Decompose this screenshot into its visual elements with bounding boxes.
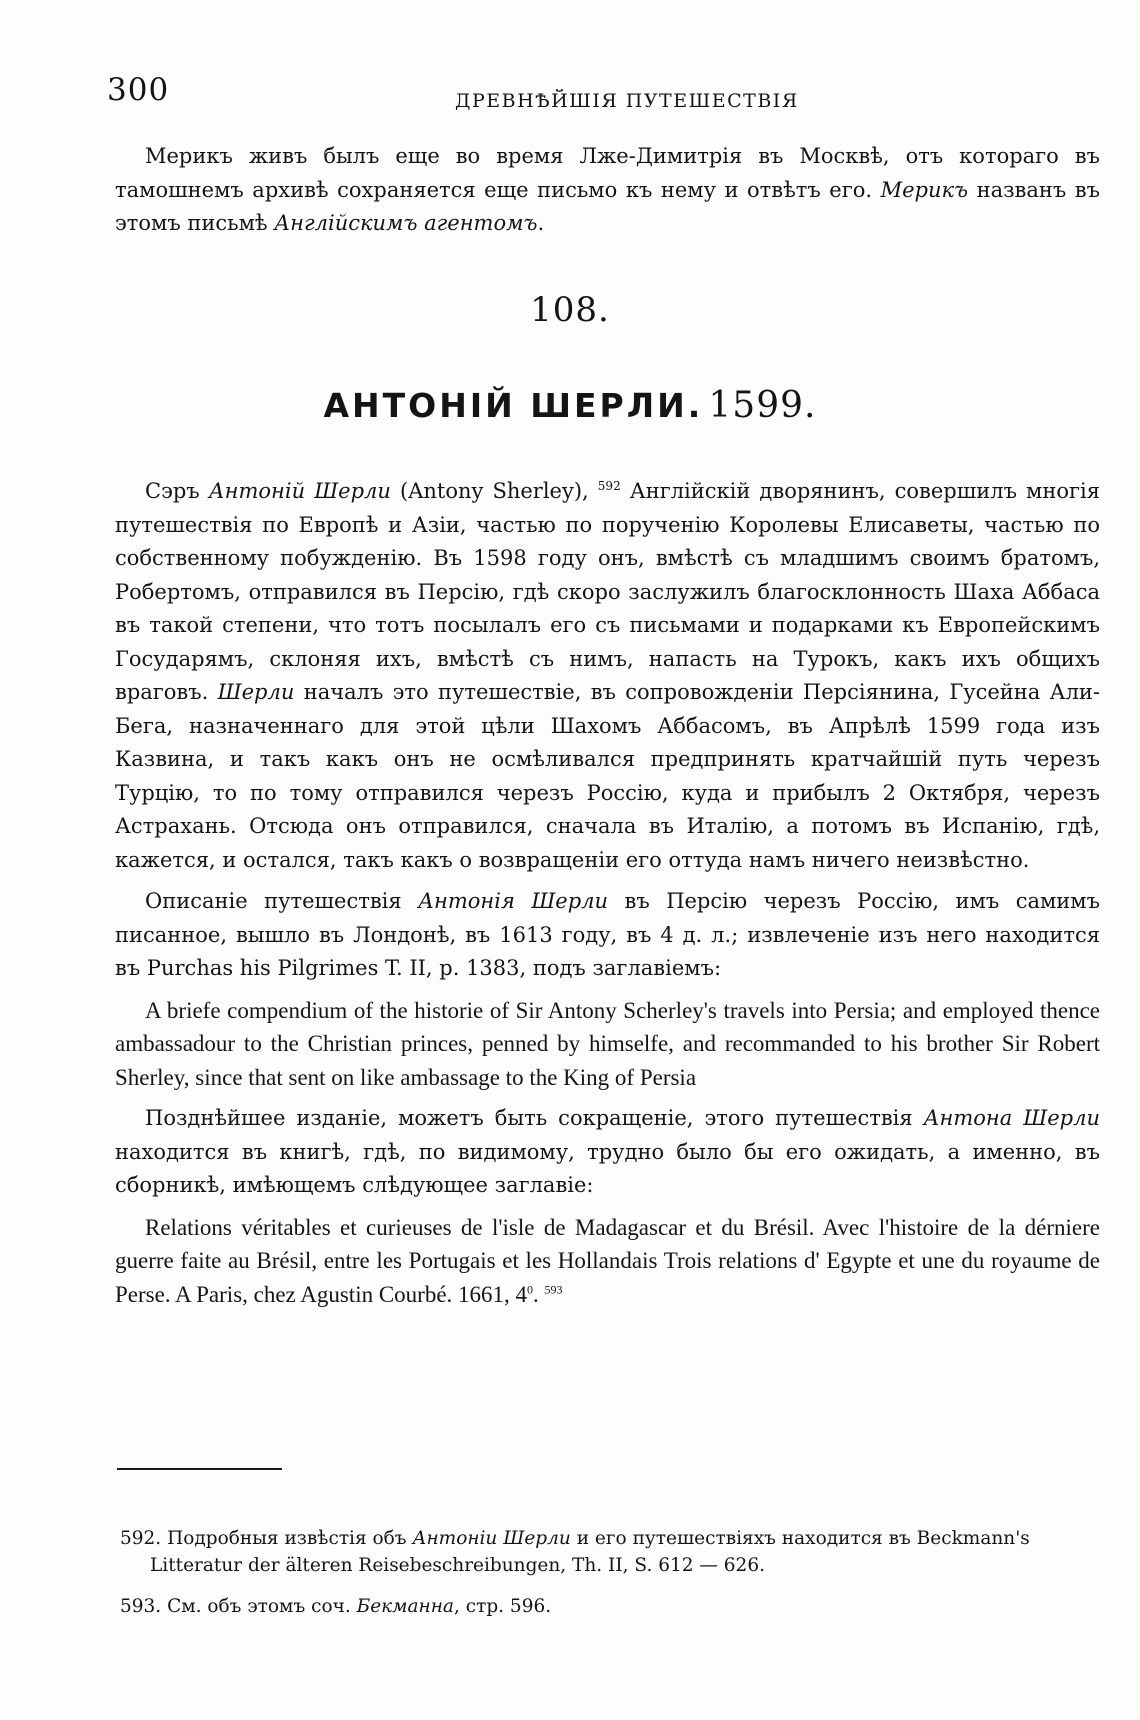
text-run: Сэръ bbox=[145, 479, 209, 503]
italic-name: Антонія Шерли bbox=[418, 889, 609, 913]
footnote-rule bbox=[117, 1468, 282, 1470]
french-title-quote bbox=[115, 1211, 1100, 1312]
superscript-o: 0 bbox=[527, 1281, 534, 1296]
italic-name: Бекманна bbox=[356, 1596, 454, 1617]
entry-number: 108. bbox=[530, 290, 610, 330]
entry-year: 1599. bbox=[708, 385, 817, 426]
paragraph-1 bbox=[115, 475, 1100, 877]
text-run: названъ въ этомъ письмѣ bbox=[115, 177, 1100, 235]
text-run: находится въ книгѣ, гдѣ, по видимому, трудно было бы его ожидать, а именно, въ сборникѣ, имѣющемъ слѣдующее заглавіе: bbox=[115, 1139, 1100, 1197]
english-title-quote: A briefe compendium of the historie of Sir Antony Scherley's travels into Persia; and employed thence ambassadour to the Christian princes, penned by himselfe, and recommanded to his brother Sir Robert Sherley, since that sent on like ambassage to the King of Persia bbox=[115, 997, 1100, 1090]
italic-phrase: Англійскимъ агентомъ bbox=[274, 211, 538, 235]
paragraph-3 bbox=[115, 1102, 1100, 1203]
text-run: Relations véritables et curieuses de l'isle de Madagascar et du Brésil. Avec l'histoire de la dérniere guerre faite au Brésil, entre les Portugais et les Hollandais Trois relations d' Egypte et une du royaume de Perse. A Paris, chez Agustin Courbé. 1661, 4 bbox=[115, 1214, 1100, 1307]
footnote-593 bbox=[120, 1593, 1100, 1620]
text-run: и его путешествіяхъ находится въ Beckmann's Litteratur der älteren Reisebeschreibungen, Th. II, S. 612 — 626. bbox=[150, 1528, 1030, 1576]
footnote-ref: 593 bbox=[544, 1281, 563, 1296]
text-run: Позднѣйшее изданіе, можетъ быть сокращеніе, этого путешествія bbox=[145, 1106, 924, 1130]
italic-name: Антона Шерли bbox=[923, 1106, 1100, 1130]
text-run: См. объ этомъ соч. bbox=[161, 1596, 357, 1617]
entry-title: АНТОНІЙ ШЕРЛИ. bbox=[323, 386, 704, 425]
footnotes bbox=[120, 1525, 1100, 1634]
italic-name: Антоній Шерли bbox=[208, 479, 391, 503]
main-text bbox=[115, 475, 1100, 1319]
footnote-number: 592. bbox=[120, 1528, 162, 1549]
page-number: 300 bbox=[107, 72, 170, 108]
text-run: , стр. 596. bbox=[453, 1596, 552, 1617]
text-run: . bbox=[533, 1281, 539, 1307]
footnote-number: 593. bbox=[120, 1596, 162, 1617]
text-run: . bbox=[537, 211, 545, 235]
italic-name: Мерикъ bbox=[880, 177, 969, 202]
paragraph-2 bbox=[115, 885, 1100, 986]
intro-paragraph bbox=[115, 140, 1100, 241]
footnote-592 bbox=[120, 1525, 1100, 1579]
text-run: Описаніе путешествія bbox=[145, 889, 419, 913]
italic-name: Антоніи Шерли bbox=[412, 1528, 571, 1549]
text-run: Англійскій дворянинъ, совершилъ многія путешествія по Европѣ и Азіи, частью по порученію Королевы Елисаветы, частью по собственному побужденію. Въ 1598 году онъ, вмѣстѣ съ младшимъ своимъ братомъ, Робертомъ, отправился въ Персію, гдѣ скоро заслужилъ благосклонность Шаха Аббаса въ такой степени, что тотъ посылалъ его съ письмами и подарками къ Европейскимъ Государямъ, склоняя ихъ, вмѣстѣ съ нимъ, напасть на Турокъ, какъ ихъ общихъ враговъ. bbox=[115, 479, 1100, 704]
text-run: Мерикъ живъ былъ еще во время Лже-Димитрія въ Москвѣ, отъ котораго въ тамошнемъ архивѣ сохраняется еще письмо къ нему и отвѣтъ его. bbox=[115, 144, 1100, 202]
text-run: началъ это путешествіе, въ сопровожденіи Персіянина, Гусейна Али-Бега, назначеннаго для этой цѣли Шахомъ Аббасомъ, въ Апрѣлѣ 1599 года изъ Казвина, и такъ какъ онъ не осмѣливался предпринять кратчайшій путь черезъ Турцію, то по тому отправился черезъ Россію, куда и прибылъ 2 Октября, черезъ Астрахань. Отсюда онъ отправился, сначала въ Италію, а потомъ въ Испанію, гдѣ, кажется, и остался, такъ какъ о возвращеніи его оттуда намъ ничего неизвѣстно. bbox=[115, 680, 1100, 872]
running-head: ДРЕВНѢЙШІЯ ПУТЕШЕСТВІЯ bbox=[455, 90, 799, 112]
entry-heading bbox=[0, 385, 1140, 426]
text-run: Подробныя извѣстія объ bbox=[161, 1528, 413, 1549]
italic-name: Шерли bbox=[217, 680, 295, 704]
text-run: (Antony Sherley), bbox=[390, 479, 598, 503]
text-run: въ Персію черезъ Россію, имъ самимъ писанное, вышло въ Лондонѣ, въ 1613 году, въ 4 д. л.; извлеченіе изъ него находится въ Purchas his Pilgrimes T. II, p. 1383, подъ заглавіемъ: bbox=[115, 889, 1100, 980]
footnote-ref: 592 bbox=[597, 479, 621, 493]
